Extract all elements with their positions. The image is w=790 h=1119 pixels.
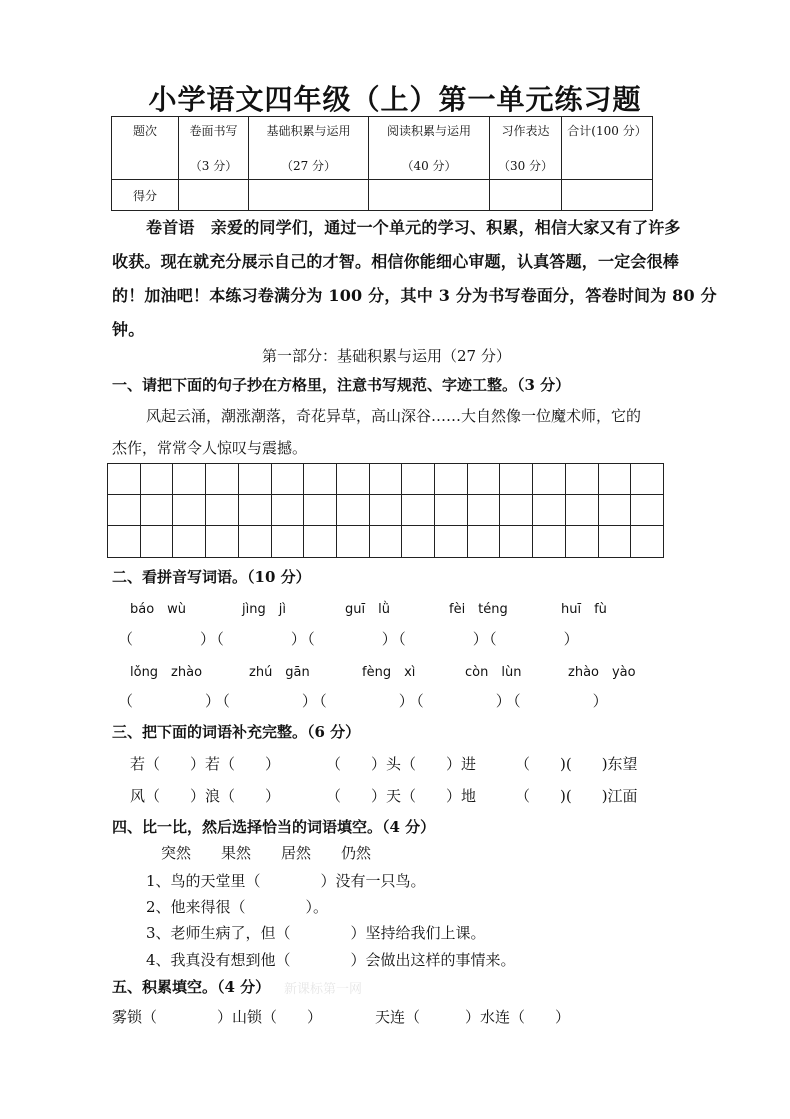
score-header-points: （30 分）: [497, 159, 554, 173]
idiom-blank[interactable]: （ ）头（ ）进: [326, 755, 477, 773]
grid-square[interactable]: [435, 526, 468, 557]
score-header-cell: [369, 117, 490, 180]
intro-line: 的！加油吧！本练习卷满分为 100 分，其中 3 分为书写卷面分，答卷时间为 80 分: [112, 286, 717, 305]
pinyin-item: zhào yào: [568, 665, 636, 680]
grid-square[interactable]: [337, 495, 370, 526]
page-title: 小学语文四年级（上）第一单元练习题: [148, 83, 642, 116]
grid-square[interactable]: [239, 464, 272, 495]
grid-square[interactable]: [239, 495, 272, 526]
idiom-blank[interactable]: （ ）天（ ）地: [326, 787, 477, 805]
grid-square[interactable]: [337, 526, 370, 557]
score-input-cell[interactable]: [369, 180, 490, 211]
grid-square[interactable]: [304, 495, 337, 526]
q3-heading: 三、把下面的词语补充完整。（6 分）: [112, 723, 361, 741]
score-header-label: 题次: [132, 124, 157, 138]
score-header-label: 合计(100 分）: [567, 124, 647, 138]
score-input-cell[interactable]: [179, 180, 249, 211]
fill-sentence[interactable]: 3、老师生病了，但（ ）坚持给我们上课。: [146, 924, 486, 942]
grid-square[interactable]: [402, 495, 435, 526]
grid-square[interactable]: [370, 495, 403, 526]
score-header-label: 习作表达: [501, 124, 550, 138]
score-header-cell: [179, 117, 249, 180]
pinyin-item: huī fù: [561, 602, 607, 617]
fill-sentence[interactable]: 1、鸟的天堂里（ ）没有一只鸟。: [146, 872, 426, 890]
q5-heading: 五、积累填空。（4 分）: [112, 978, 271, 996]
grid-square[interactable]: [631, 464, 663, 495]
idiom-blank[interactable]: 若（ ）若（ ）: [130, 755, 281, 773]
grid-square[interactable]: [533, 526, 566, 557]
grid-square[interactable]: [599, 464, 632, 495]
grid-square[interactable]: [141, 495, 174, 526]
grid-square[interactable]: [402, 526, 435, 557]
grid-square[interactable]: [108, 495, 141, 526]
fill-item[interactable]: 天连（ ）水连（ ）: [375, 1008, 571, 1026]
score-table: [111, 116, 653, 211]
pinyin-item: zhú gān: [249, 665, 310, 680]
score-header-cell: [112, 117, 179, 180]
score-header-points: （3 分）: [189, 159, 238, 173]
grid-square[interactable]: [402, 464, 435, 495]
pinyin-item: còn lùn: [465, 665, 522, 680]
grid-square[interactable]: [599, 526, 632, 557]
pinyin-item: báo wù: [130, 602, 187, 617]
grid-square[interactable]: [304, 526, 337, 557]
grid-square[interactable]: [468, 495, 501, 526]
fill-item[interactable]: 雾锁（ ）山锁（ ）: [112, 1008, 323, 1026]
fill-sentence[interactable]: 4、我真没有想到他（ ）会做出这样的事情来。: [146, 951, 516, 969]
grid-row: [108, 495, 663, 526]
grid-square[interactable]: [631, 526, 663, 557]
grid-square[interactable]: [206, 495, 239, 526]
score-header-cell: [490, 117, 562, 180]
grid-square[interactable]: [108, 464, 141, 495]
score-header-label: 阅读积累与运用: [386, 124, 471, 138]
idiom-blank[interactable]: 风（ ）浪（ ）: [130, 787, 281, 805]
q4-heading: 四、比一比，然后选择恰当的词语填空。（4 分）: [112, 818, 436, 836]
grid-square[interactable]: [468, 526, 501, 557]
writing-grid[interactable]: [107, 463, 664, 558]
grid-square[interactable]: [272, 464, 305, 495]
grid-square[interactable]: [533, 495, 566, 526]
grid-square[interactable]: [566, 526, 599, 557]
grid-square[interactable]: [500, 495, 533, 526]
score-input-cell[interactable]: [562, 180, 653, 211]
word-options: 突然 果然 居然 仍然: [161, 844, 372, 862]
grid-square[interactable]: [272, 526, 305, 557]
grid-square[interactable]: [599, 495, 632, 526]
score-header-label: 卷面书写: [189, 124, 238, 138]
grid-square[interactable]: [141, 526, 174, 557]
q1-heading: 一、请把下面的句子抄在方格里，注意书写规范、字迹工整。（3 分）: [112, 376, 571, 394]
score-header-cell: [562, 117, 653, 180]
watermark: 新课标第一网: [284, 982, 363, 997]
grid-square[interactable]: [239, 526, 272, 557]
intro-line: 钟。: [112, 320, 145, 339]
grid-square[interactable]: [173, 495, 206, 526]
grid-square[interactable]: [173, 464, 206, 495]
grid-square[interactable]: [141, 464, 174, 495]
score-header-points: （40 分）: [401, 159, 457, 173]
grid-square[interactable]: [304, 464, 337, 495]
answer-blanks[interactable]: （ ）（ ）（ ）（ ）（ ）: [118, 630, 581, 648]
grid-square[interactable]: [566, 464, 599, 495]
grid-square[interactable]: [533, 464, 566, 495]
grid-row: [108, 526, 663, 557]
grid-square[interactable]: [631, 495, 663, 526]
score-header-label: 基础积累与运用: [266, 124, 351, 138]
pinyin-item: guī lǜ: [345, 602, 390, 617]
score-table-header-row: [112, 117, 653, 180]
score-header-cell: [249, 117, 369, 180]
grid-row: [108, 464, 663, 495]
score-input-cell[interactable]: [490, 180, 562, 211]
pinyin-item: fèng xì: [362, 665, 416, 680]
grid-square[interactable]: [435, 495, 468, 526]
q2-heading: 二、看拼音写词语。（10 分）: [112, 568, 311, 586]
grid-square[interactable]: [500, 526, 533, 557]
grid-square[interactable]: [337, 464, 370, 495]
score-input-cell[interactable]: [249, 180, 369, 211]
intro-line: 卷首语 亲爱的同学们，通过一个单元的学习、积累，相信大家又有了许多: [146, 218, 681, 237]
grid-square[interactable]: [206, 464, 239, 495]
answer-blanks[interactable]: （ ）（ ）（ ）（ ）（ ）: [118, 692, 611, 710]
grid-square[interactable]: [566, 495, 599, 526]
score-row-label: 得分: [112, 180, 179, 211]
idiom-blank[interactable]: （ )( )东望: [515, 755, 638, 773]
grid-square[interactable]: [272, 495, 305, 526]
q1-text-line: 杰作，常常令人惊叹与震撼。: [112, 439, 308, 457]
grid-square[interactable]: [500, 464, 533, 495]
grid-square[interactable]: [370, 526, 403, 557]
intro-line: 收获。现在就充分展示自己的才智。相信你能细心审题，认真答题，一定会很棒: [112, 252, 680, 271]
grid-square[interactable]: [435, 464, 468, 495]
pinyin-item: jìng jì: [242, 602, 286, 617]
q1-text-line: 风起云涌，潮涨潮落，奇花异草，高山深谷……大自然像一位魔术师，它的: [146, 407, 642, 425]
score-table-score-row: [112, 180, 653, 211]
pinyin-item: fèi téng: [449, 602, 508, 617]
score-header-points: （27 分）: [280, 159, 337, 173]
grid-square[interactable]: [108, 526, 141, 557]
grid-square[interactable]: [173, 526, 206, 557]
grid-square[interactable]: [370, 464, 403, 495]
grid-square[interactable]: [468, 464, 501, 495]
grid-square[interactable]: [206, 526, 239, 557]
part1-heading: 第一部分：基础积累与运用（27 分）: [262, 347, 511, 365]
pinyin-item: lǒng zhào: [130, 665, 203, 680]
idiom-blank[interactable]: （ )( )江面: [515, 787, 638, 805]
fill-sentence[interactable]: 2、他来得很（ ）。: [146, 898, 329, 916]
